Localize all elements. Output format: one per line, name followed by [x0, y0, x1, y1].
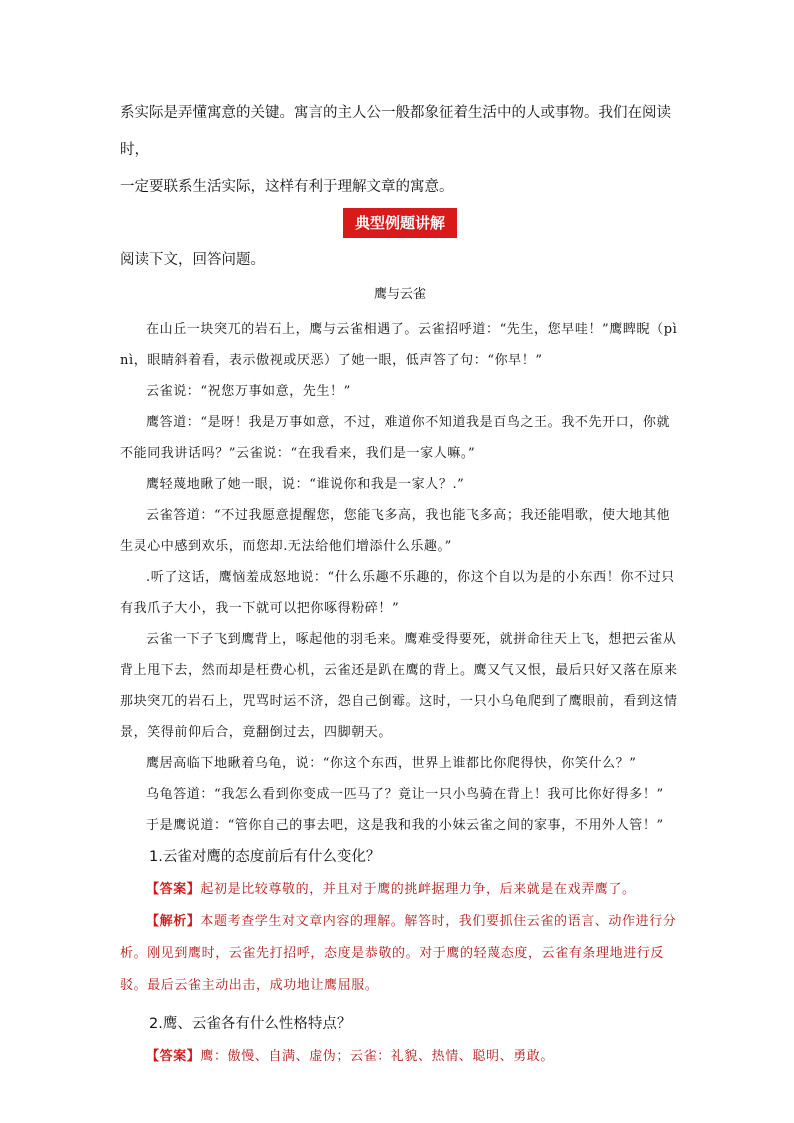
section-badge: 典型例题讲解: [343, 208, 457, 238]
story-body: [120, 314, 680, 841]
intro-line: 系实际是弄懂寓意的关键。寓言的主人公一般都象征着生活中的人或事物。我们在阅读时，: [120, 105, 671, 158]
answer-1: [120, 874, 680, 906]
answer-tag: 【答案】: [146, 1049, 201, 1064]
intro-paragraph: [120, 95, 680, 206]
story-paragraph: .听了这话，鹰恼羞成怒地说：“什么乐趣不乐趣的，你这个自以为是的小东西！你不过只有我爪子大小，我一下就可以把你啄得粉碎！”: [120, 570, 675, 616]
intro-line: 一定要联系生活实际，这样有利于理解文章的寓意。: [120, 179, 454, 195]
story-paragraph: 云雀一下子飞到鹰背上，啄起他的羽毛来。鹰难受得要死，就拼命往天上飞，想把云雀从背上甩下去，然而却是枉费心机，云雀还是趴在鹰的背上。鹰又气又恨，最后只好又落在原来那块突兀的岩石上，咒骂时运不济，怨自己倒霉。这时，一只小乌龟爬到了鹰眼前，看到这情景，笑得前仰后合，竟翻倒过去，四脚朝天。: [120, 632, 678, 740]
story-paragraph: 云雀答道：“不过我愿意提醒您，您能飞多高，我也能飞多高；我还能唱歌，使大地其他生灵心中感到欢乐，而您却.无法给他们增添什么乐趣。”: [120, 508, 671, 554]
answer-text: 起初是比较尊敬的，并且对于鹰的挑衅据理力争，后来就是在戏弄鹰了。: [200, 882, 636, 897]
answer-text: 鹰：傲慢、自满、虚伪；云雀：礼貌、热情、聪明、勇敢。: [200, 1049, 555, 1064]
story-paragraph: 在山丘一块突兀的岩石上，鹰与云雀相遇了。云雀招呼道：“先生，您早哇！”鹰睥睨（pì nì，眼睛斜着看，表示傲视或厌恶）了她一眼，低声答了句：“你早！”: [120, 322, 678, 368]
story-title: 鹰与云雀: [373, 287, 426, 302]
story-paragraph: 鹰答道：“是呀！我是万事如意，不过，难道你不知道我是百鸟之王。我不先开口，你就不能同我讲话吗？”云雀说：“在我看来，我们是一家人嘛。”: [120, 415, 671, 461]
answer-tag: 【答案】: [146, 882, 201, 897]
analysis-1: [120, 906, 680, 1002]
content-column: [120, 95, 680, 1073]
story-paragraph: 云雀说：“祝您万事如意，先生！”: [146, 384, 351, 399]
question-2: 2.鹰、云雀各有什么性格特点？: [149, 1016, 352, 1032]
story-paragraph: 于是鹰说道：“管你自己的事去吧，这是我和我的小妹云雀之间的家事，不用外人管！”: [146, 818, 664, 833]
analysis-text: 本题考查学生对文章内容的理解。解答时，我们要抓住云雀的语言、动作进行分析。刚见到鹰时，云雀先打招呼，态度是恭敬的。对于鹰的轻蔑态度，云雀有条理地进行反驳。最后云雀主动出击，成功地让鹰屈服。: [120, 914, 677, 993]
story-paragraph: 乌龟答道：“我怎么看到你变成一匹马了？竟让一只小鸟骑在背上！我可比你好得多！”: [146, 787, 664, 802]
answer-2: [120, 1041, 680, 1073]
instruction: 阅读下文，回答问题。: [120, 252, 265, 268]
analysis-tag: 【解析】: [146, 914, 201, 929]
story-paragraph: 鹰居高临下地瞅着乌龟，说：“你这个东西，世界上谁都比你爬得快，你笑什么？”: [146, 756, 637, 771]
question-1: 1.云雀对鹰的态度前后有什么变化？: [149, 849, 381, 865]
section-badge-wrap: [120, 208, 680, 238]
story-paragraph: 鹰轻蔑地瞅了她一眼，说：“谁说你和我是一家人？.”: [146, 477, 465, 492]
